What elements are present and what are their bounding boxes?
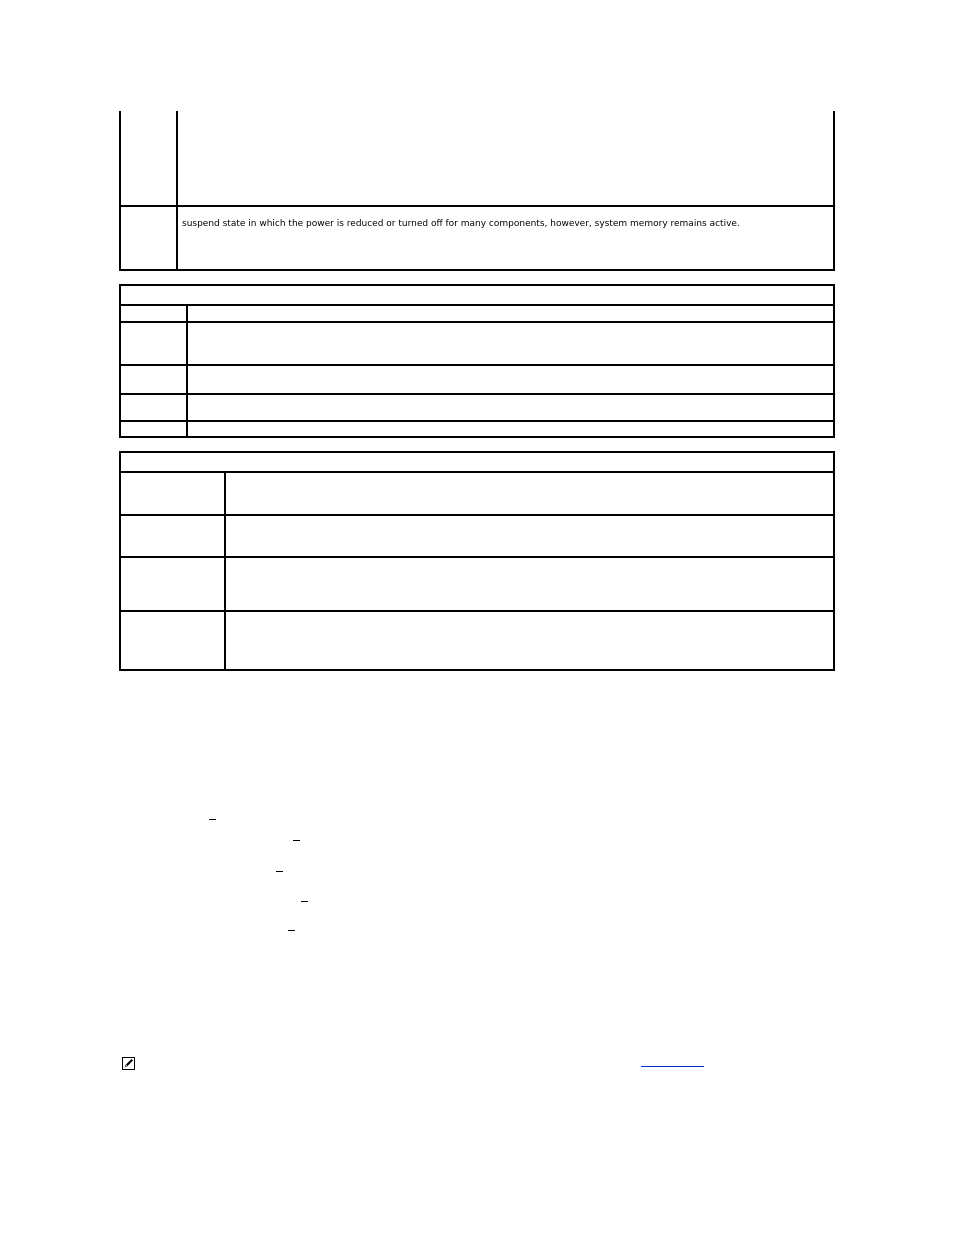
table-caption-row (121, 453, 833, 471)
table-row (119, 207, 835, 269)
state-description: suspend state in which the power is reduced or turned off for many components, however, system memory remains active. (182, 219, 740, 229)
row-divider (121, 610, 833, 612)
table-border-bottom (119, 269, 835, 271)
list-item-mark (276, 871, 283, 872)
row-divider (121, 420, 833, 422)
list-item-mark (209, 819, 216, 820)
row-divider (121, 393, 833, 395)
table-caption-row (121, 286, 833, 304)
row-divider (121, 514, 833, 516)
row-divider (121, 471, 833, 473)
column-divider (186, 304, 188, 436)
third-table (119, 451, 835, 671)
note-link[interactable] (641, 1066, 704, 1067)
row-divider (121, 364, 833, 366)
list-item-mark (288, 930, 295, 931)
table-row (119, 111, 835, 205)
list-item-mark (293, 840, 300, 841)
pencil-note-icon (122, 1057, 135, 1070)
power-states-table (119, 111, 835, 271)
row-divider (121, 556, 833, 558)
row-divider (121, 304, 833, 306)
column-divider (224, 471, 226, 669)
second-table (119, 284, 835, 438)
list-item-mark (301, 901, 308, 902)
row-divider (121, 321, 833, 323)
